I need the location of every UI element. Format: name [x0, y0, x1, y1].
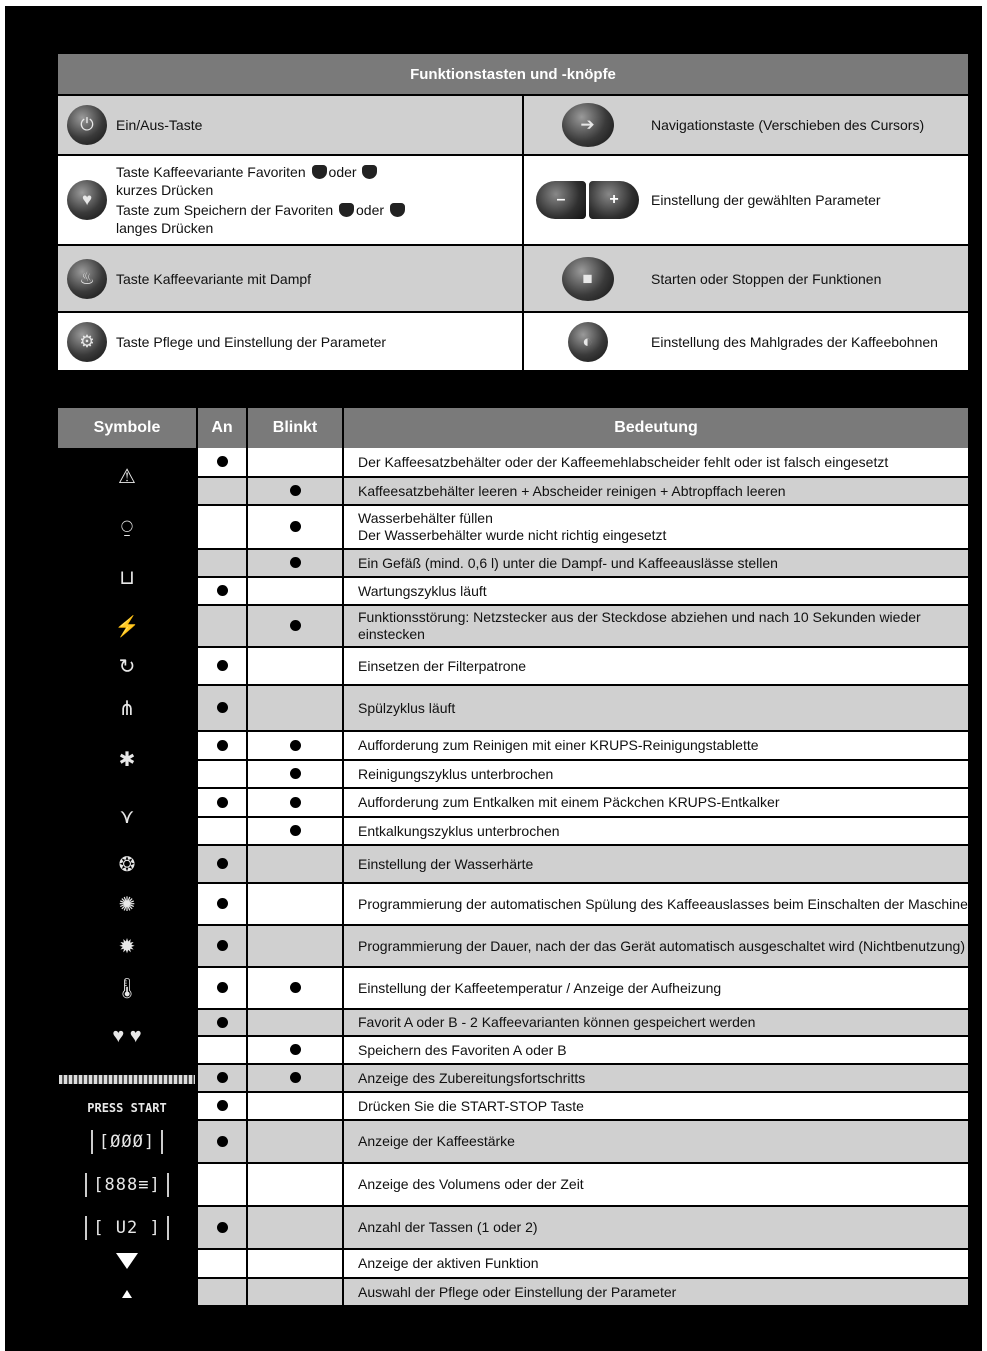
- favorite-b-icon: [390, 203, 405, 217]
- meaning-text: Anzeige der aktiven Funktion: [343, 1249, 968, 1278]
- meaning-text: Wasserbehälter füllen Der Wasserbehälter wurde nicht richtig eingesetzt: [343, 505, 968, 549]
- care-settings-icon[interactable]: ⚙: [67, 322, 107, 362]
- table-row: [58, 731, 968, 760]
- steam-icon[interactable]: ♨: [67, 259, 107, 299]
- meaning-text: Einstellung der Wasserhärte: [343, 845, 968, 883]
- favorites-icon[interactable]: ♥: [67, 180, 107, 220]
- meaning-text: Drücken Sie die START-STOP Taste: [343, 1092, 968, 1120]
- meaning-text: Anzeige des Volumens oder der Zeit: [343, 1163, 968, 1206]
- function-cell: [524, 313, 968, 370]
- symbols-table: [58, 408, 968, 1307]
- on-indicator: [217, 898, 228, 909]
- function-row: [58, 244, 968, 311]
- plus-button[interactable]: +: [589, 181, 639, 219]
- table-row: [58, 505, 968, 549]
- function-label: Taste Kaffeevariante mit Dampf: [116, 270, 312, 287]
- function-cell: [524, 246, 968, 311]
- meaning-text: Entkalkungszyklus unterbrochen: [343, 817, 968, 845]
- blink-indicator: [290, 485, 301, 496]
- blink-indicator: [290, 982, 301, 993]
- on-indicator: [217, 1017, 228, 1028]
- meaning-text: Spülzyklus läuft: [343, 685, 968, 731]
- table-row: [58, 1120, 968, 1163]
- progress-bar-icon: [58, 1064, 197, 1092]
- on-indicator: [217, 740, 228, 751]
- function-keys-table: [58, 54, 968, 370]
- function-label: Ein/Aus-Taste: [116, 117, 203, 133]
- on-indicator: [217, 982, 228, 993]
- blink-indicator: [290, 825, 301, 836]
- function-keys-title: Funktionstasten und -knöpfe: [58, 54, 968, 94]
- table-row: [58, 1249, 968, 1278]
- plug-fault-icon: ⚡: [58, 605, 197, 647]
- minus-button[interactable]: –: [536, 181, 586, 219]
- blink-indicator: [290, 740, 301, 751]
- function-cell: [58, 96, 524, 154]
- on-indicator: [217, 940, 228, 951]
- grind-knob-icon[interactable]: ◐: [568, 322, 608, 362]
- rinse-cycle-icon: ⋔: [58, 685, 197, 731]
- meaning-text: Auswahl der Pflege oder Einstellung der Parameter: [343, 1278, 968, 1306]
- table-row: [58, 788, 968, 817]
- function-label: Einstellung der gewählten Parameter: [651, 192, 881, 208]
- header-meaning: Bedeutung: [343, 408, 968, 448]
- meaning-text: Funktionsstörung: Netzstecker aus der Steckdose abziehen und nach 10 Sekunden wieder einstecken: [343, 605, 968, 647]
- favorite-a-icon: [339, 203, 354, 217]
- minus-plus-icon[interactable]: [536, 181, 639, 219]
- on-indicator: [217, 660, 228, 671]
- favorite-a-icon: [312, 165, 327, 179]
- function-cell: [58, 313, 524, 370]
- function-row: [58, 154, 968, 244]
- meaning-text: Wartungszyklus läuft: [343, 577, 968, 605]
- function-cell: [524, 96, 968, 154]
- meaning-text: Einsetzen der Filterpatrone: [343, 647, 968, 685]
- table-row: [58, 685, 968, 731]
- table-row: [58, 448, 968, 477]
- on-indicator: [217, 1072, 228, 1083]
- cup-container-icon: ⊔: [58, 549, 197, 605]
- function-cell: [524, 156, 968, 244]
- meaning-text: Aufforderung zum Entkalken mit einem Päckchen KRUPS-Entkalker: [343, 788, 968, 817]
- header-on: An: [197, 408, 247, 448]
- meaning-text: Einstellung der Kaffeetemperatur / Anzeige der Aufheizung: [343, 967, 968, 1009]
- descale-icon: ⋎: [58, 788, 197, 845]
- table-row: [58, 1092, 968, 1120]
- meaning-text: Speichern des Favoriten A oder B: [343, 1036, 968, 1064]
- blink-indicator: [290, 1072, 301, 1083]
- blink-indicator: [290, 557, 301, 568]
- meaning-text: Ein Gefäß (mind. 0,6 l) unter die Dampf- und Kaffeeauslässe stellen: [343, 549, 968, 577]
- blink-indicator: [290, 1044, 301, 1055]
- start-stop-icon[interactable]: ■: [562, 257, 614, 301]
- meaning-text: Aufforderung zum Reinigen mit einer KRUPS-Reinigungstablette: [343, 731, 968, 760]
- function-label: Starten oder Stoppen der Funktionen: [651, 270, 882, 287]
- meaning-text: Der Kaffeesatzbehälter oder der Kaffeemehlabscheider fehlt oder ist falsch eingesetzt: [343, 448, 968, 477]
- press-start-icon: PRESS START: [58, 1092, 197, 1120]
- function-label: Taste Pflege und Einstellung der Parameter: [116, 333, 387, 350]
- favorites-heart-icon: ♥ ♥: [58, 1009, 197, 1064]
- power-icon[interactable]: ⏻: [67, 105, 107, 145]
- on-indicator: [217, 456, 228, 467]
- arrow-down-icon: [58, 1249, 197, 1278]
- on-indicator: [217, 585, 228, 596]
- on-indicator: [217, 797, 228, 808]
- cleaning-tablet-icon: ✱: [58, 731, 197, 788]
- table-row: [58, 845, 968, 883]
- function-row: [58, 94, 968, 154]
- grounds-container-icon: ⚠: [58, 448, 197, 505]
- coffee-strength-icon: [ØØØ]: [58, 1120, 197, 1163]
- function-cell: [58, 156, 524, 244]
- favorite-b-icon: [362, 165, 377, 179]
- blink-indicator: [290, 620, 301, 631]
- on-indicator: [217, 1136, 228, 1147]
- meaning-text: Kaffeesatzbehälter leeren + Abscheider reinigen + Abtropffach leeren: [343, 477, 968, 505]
- table-row: [58, 1278, 968, 1306]
- table-row: [58, 967, 968, 1009]
- table-row: [58, 605, 968, 647]
- water-tank-icon: ⍜: [58, 505, 197, 549]
- auto-rinse-icon: ✺: [58, 883, 197, 925]
- function-label: Einstellung des Mahlgrades der Kaffeebohnen: [651, 333, 938, 350]
- blink-indicator: [290, 521, 301, 532]
- blink-indicator: [290, 797, 301, 808]
- header-symbols: Symbole: [58, 408, 197, 448]
- on-indicator: [217, 858, 228, 869]
- on-indicator: [217, 1100, 228, 1111]
- table-row: [58, 549, 968, 577]
- table-row: [58, 925, 968, 967]
- thermometer-icon: 🌡: [58, 967, 197, 1009]
- table-row: [58, 1206, 968, 1249]
- meaning-text: Programmierung der Dauer, nach der das Gerät automatisch ausgeschaltet wird (Nichtbenutzung): [343, 925, 968, 967]
- cup-count-icon: [ U2 ]: [58, 1206, 197, 1249]
- meaning-text: Reinigungszyklus unterbrochen: [343, 760, 968, 788]
- meaning-text: Anzeige der Kaffeestärke: [343, 1120, 968, 1163]
- on-indicator: [217, 702, 228, 713]
- header-blink: Blinkt: [247, 408, 343, 448]
- table-row: [58, 883, 968, 925]
- navigation-icon[interactable]: ➔: [562, 103, 614, 147]
- meaning-text: Anzeige des Zubereitungsfortschritts: [343, 1064, 968, 1092]
- function-row: [58, 311, 968, 370]
- table-row: [58, 1009, 968, 1036]
- meaning-text: Favorit A oder B - 2 Kaffeevarianten können gespeichert werden: [343, 1009, 968, 1036]
- function-label: Navigationstaste (Verschieben des Cursors): [651, 117, 925, 133]
- function-label: Taste Kaffeevariante Favoriten oder kurzes Drücken Taste zum Speichern der Favoriten oder langes Drücken: [116, 163, 407, 237]
- table-row: [58, 647, 968, 685]
- auto-off-icon: ✹: [58, 925, 197, 967]
- volume-time-icon: [888≡]: [58, 1163, 197, 1206]
- table-row: [58, 1064, 968, 1092]
- on-indicator: [217, 1222, 228, 1233]
- meaning-text: Anzahl der Tassen (1 oder 2): [343, 1206, 968, 1249]
- page-background: [5, 6, 982, 1351]
- arrow-up-icon: [58, 1278, 197, 1306]
- blink-indicator: [290, 768, 301, 779]
- water-hardness-icon: ❂: [58, 845, 197, 883]
- table-row: [58, 1163, 968, 1206]
- meaning-text: Programmierung der automatischen Spülung des Kaffeeauslasses beim Einschalten der Maschine: [343, 883, 968, 925]
- filter-cartridge-icon: ↻: [58, 647, 197, 685]
- function-cell: [58, 246, 524, 311]
